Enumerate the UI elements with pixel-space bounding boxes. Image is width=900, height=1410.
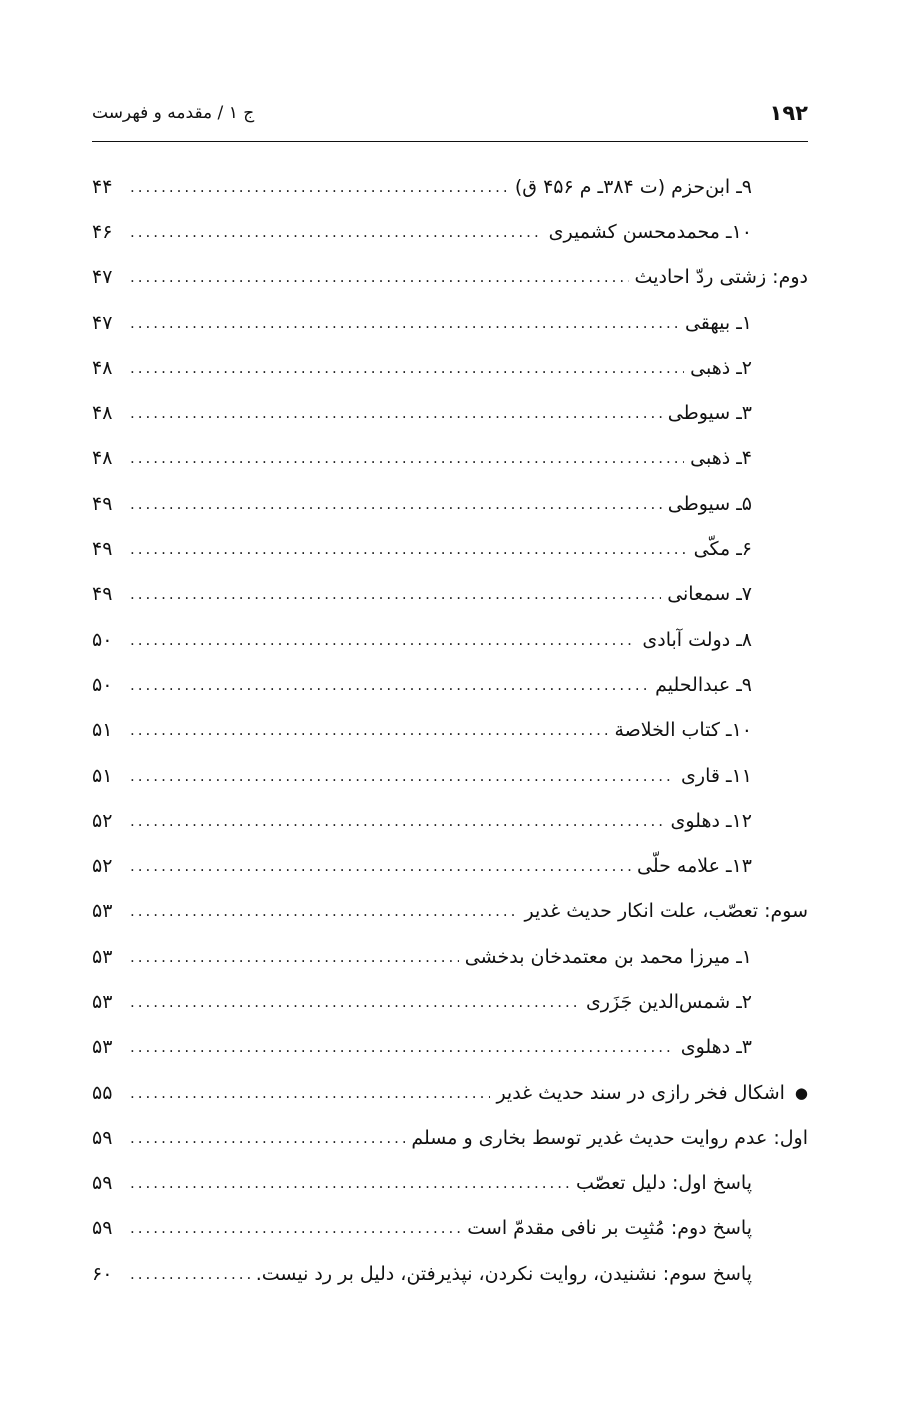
dot-leader: [130, 1129, 405, 1147]
dot-leader: [130, 585, 661, 603]
toc-entry-title: ۱۲ـ دهلوی: [670, 809, 752, 832]
dot-leader: [130, 495, 662, 513]
toc-entry-title: ۱۱ـ قاری: [681, 764, 752, 787]
dot-leader: [130, 948, 459, 966]
toc-entry-page-number: ۵۳: [92, 990, 113, 1013]
toc-entry-title: ۱ـ میرزا محمد بن معتمدخان بدخشی: [464, 945, 752, 968]
dot-leader: [130, 268, 629, 286]
dot-leader: [130, 449, 684, 467]
dot-leader: [130, 721, 608, 739]
toc-entry-title: ۸ـ دولت آبادی: [642, 628, 752, 651]
toc-entry-title: ۱۰ـ محمدمحسن کشمیری: [548, 220, 752, 243]
toc-entry-title: ۱۳ـ علامه حلّی: [637, 855, 752, 878]
header-rule: [92, 141, 808, 142]
toc-entry-page-number: ۵۳: [92, 900, 113, 923]
toc-entry: [92, 209, 808, 254]
toc-entry: [92, 1161, 808, 1206]
dot-leader: [130, 676, 649, 694]
toc-entry-page-number: ۵۹: [92, 1126, 113, 1149]
toc-entry-page-number: ۴۷: [92, 266, 113, 289]
toc-entry-page-number: ۴۹: [92, 583, 113, 606]
toc-entry-title: پاسخ اول: دلیل تعصّب: [575, 1172, 752, 1195]
toc-entry: [92, 1251, 808, 1296]
toc-entry: [92, 934, 808, 979]
toc-entry: [92, 798, 808, 843]
toc-entry-title: سوم: تعصّب، علت انکار حدیث غدیر: [524, 900, 808, 923]
toc-entry-page-number: ۵۲: [92, 855, 113, 878]
toc-entry: [92, 1025, 808, 1070]
toc-entry-page-number: ۵۱: [92, 719, 113, 742]
toc-entry: [92, 436, 808, 481]
toc-entry: [92, 300, 808, 345]
toc-entry: [92, 753, 808, 798]
dot-leader: [130, 631, 636, 649]
toc-entry-page-number: ۵۱: [92, 764, 113, 787]
toc-entry: [92, 1206, 808, 1251]
toc-entry-title: ۳ـ دهلوی: [680, 1036, 752, 1059]
toc-entry: [92, 572, 808, 617]
toc-entry-page-number: ۵۲: [92, 809, 113, 832]
page-header: [92, 96, 808, 130]
toc-entry: [92, 617, 808, 662]
dot-leader: [130, 359, 684, 377]
toc-entry: [92, 390, 808, 435]
toc-entry: [92, 708, 808, 753]
toc-entry: [92, 979, 808, 1024]
toc-entry-page-number: ۵۹: [92, 1172, 113, 1195]
dot-leader: [130, 404, 662, 422]
dot-leader: [130, 1084, 490, 1102]
toc-entry-page-number: ۴۷: [92, 311, 113, 334]
toc-entry: [92, 164, 808, 209]
toc-entry-page-number: ۵۰: [92, 628, 113, 651]
toc-entry-title: ۵ـ سیوطی: [667, 492, 752, 515]
toc-entry-title: دوم: زشتی ردّ احادیث: [634, 266, 808, 289]
toc-entry: [92, 255, 808, 300]
toc-entry-page-number: ۴۸: [92, 356, 113, 379]
dot-leader: [130, 540, 688, 558]
toc-entry-title: ۱۰ـ کتاب الخلاصة: [614, 719, 752, 742]
toc-entry-title: ۲ـ شمس‌الدین جَزَری: [585, 990, 752, 1013]
toc-entry-page-number: ۴۴: [92, 175, 113, 198]
toc-entry: [92, 1070, 808, 1115]
toc-entry-page-number: ۶۰: [92, 1262, 113, 1285]
toc-entry: [92, 1115, 808, 1160]
dot-leader: [130, 1219, 461, 1237]
toc-entry-title: ۶ـ مکّی: [693, 538, 752, 561]
toc-entry-page-number: ۵۹: [92, 1217, 113, 1240]
dot-leader: [130, 178, 509, 196]
dot-leader: [130, 1265, 250, 1283]
running-title: ج ۱ / مقدمه و فهرست: [92, 103, 255, 123]
toc-entry: [92, 662, 808, 707]
toc-entry-page-number: ۵۳: [92, 1036, 113, 1059]
toc-entry-title: اول: عدم روایت حدیث غدیر توسط بخاری و مسلم: [411, 1126, 808, 1149]
dot-leader: [130, 1174, 570, 1192]
toc-entry-title: اشکال فخر رازی در سند حدیث غدیر: [496, 1081, 785, 1104]
toc-entry-title: ۴ـ ذهبی: [690, 447, 752, 470]
bullet-icon: ●: [794, 1083, 808, 1102]
toc-entry-page-number: ۵۰: [92, 673, 113, 696]
toc-entry-page-number: ۴۶: [92, 220, 113, 243]
toc-entry-title: ۷ـ سمعانی: [667, 583, 752, 606]
toc-entry-title: ۱ـ بیهقی: [684, 311, 752, 334]
dot-leader: [130, 223, 543, 241]
toc-entry-page-number: ۵۵: [92, 1081, 113, 1104]
toc-entry: [92, 843, 808, 888]
toc-entry-title: پاسخ سوم: نشنیدن، روایت نکردن، نپذیرفتن، دلیل بر رد نیست.: [255, 1262, 752, 1285]
dot-leader: [130, 314, 679, 332]
toc-entry-title: ۲ـ ذهبی: [690, 356, 752, 379]
table-of-contents: [92, 164, 808, 1296]
page-number: ۱۹۲: [769, 101, 808, 125]
dot-leader: [130, 857, 631, 875]
toc-entry-page-number: ۴۸: [92, 447, 113, 470]
toc-entry-title: ۳ـ سیوطی: [667, 402, 752, 425]
dot-leader: [130, 993, 580, 1011]
toc-entry-title: ۹ـ ابن‌حزم (ت ۳۸۴ـ م ۴۵۶ ق): [514, 175, 752, 198]
toc-entry-title: ۹ـ عبدالحلیم: [655, 673, 752, 696]
toc-entry-title: پاسخ دوم: مُثبِت بر نافی مقدمّ است: [467, 1217, 752, 1240]
toc-entry-page-number: ۴۹: [92, 538, 113, 561]
toc-entry: [92, 526, 808, 571]
dot-leader: [130, 767, 675, 785]
dot-leader: [130, 812, 665, 830]
toc-entry-page-number: ۵۳: [92, 945, 113, 968]
toc-entry: [92, 481, 808, 526]
toc-entry-page-number: ۴۹: [92, 492, 113, 515]
toc-entry: [92, 889, 808, 934]
dot-leader: [130, 902, 519, 920]
toc-entry-page-number: ۴۸: [92, 402, 113, 425]
toc-entry: [92, 345, 808, 390]
dot-leader: [130, 1038, 675, 1056]
